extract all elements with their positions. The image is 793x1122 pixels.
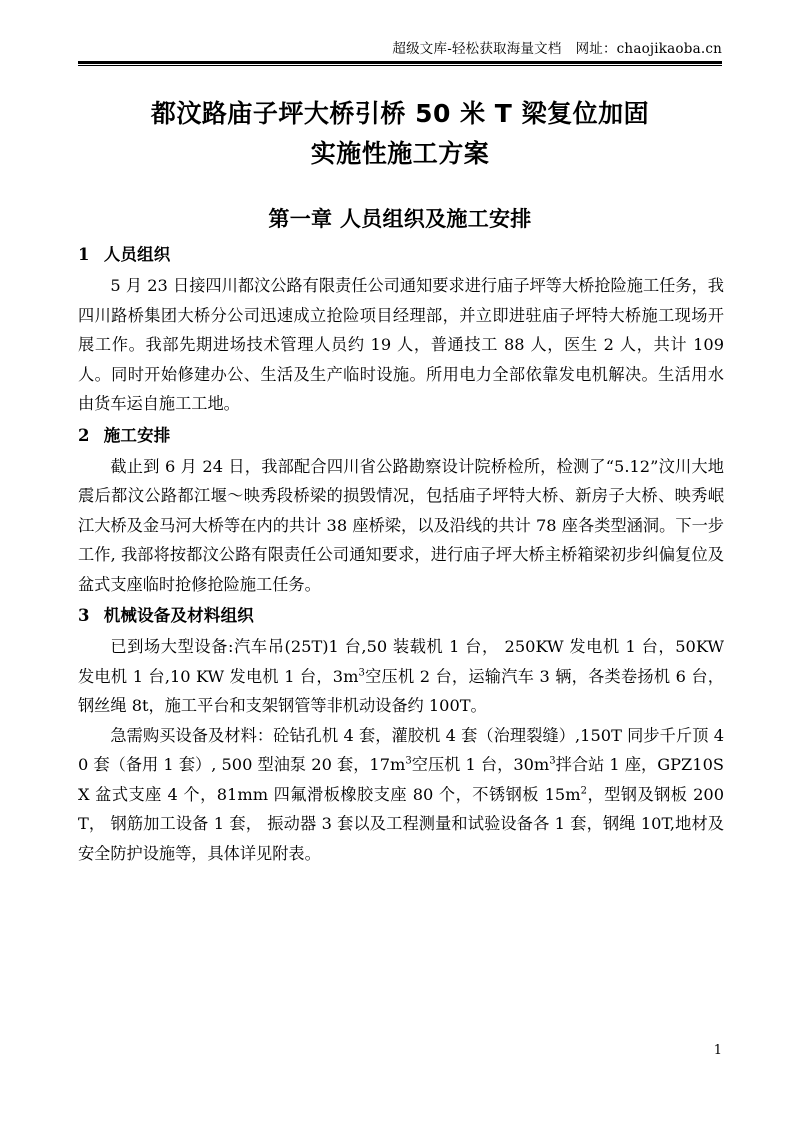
section-2-title: 施工安排 [103,425,171,445]
section-3-title: 机械设备及材料组织 [103,606,254,625]
document-body [78,240,724,870]
page-header [78,40,722,66]
section-2-number: 2 [78,425,90,445]
section-1-number: 1 [78,245,90,264]
header-divider-rule [78,61,722,66]
document-title-line-2: 实施性施工方案 [310,139,490,168]
section-2-heading [78,421,724,451]
section-2 [78,421,724,600]
document-title [78,94,722,174]
header-site-url: 网址：chaojikaoba.cn [575,41,722,57]
section-3-number: 3 [78,606,90,625]
document-title-line-1: 都汶路庙子坪大桥引桥 50 米 T 梁复位加固 [150,99,650,128]
section-1-paragraph-1: 5 月 23 日接四川都汶公路有限责任公司通知要求进行庙子坪等大桥抢险施工任务，我四川路桥集团大桥分公司迅速成立抢险项目经理部，并立即进驻庙子坪特大桥施工现场开展工作。我部先期进场技术管理人员约 19 人，普通技工 88 人，医生 2 人，共计 109 人。同时开始修建办公、生活及生产临时设施。所用电力全部依靠发电机解决。生活用水由货车运自施工工地。 [78,276,724,413]
header-watermark-line [78,40,722,58]
header-watermark-text: 超级文库-轻松获取海量文档 [392,41,562,57]
section-1-heading [78,240,724,270]
page-number: 1 [713,1043,722,1058]
section-3 [78,601,724,868]
section-1 [78,240,724,419]
section-3-paragraph-1: 已到场大型设备:汽车吊(25T)1 台,50 装载机 1 台， 250KW 发电机 1 台，50KW 发电机 1 台,10 KW 发电机 1 台，$3m^3$空压机 2 台，运输汽车 3 辆，各类卷扬机 6 台，钢丝绳 8t，施工平台和支架钢管等非机动设备约 100T。 [78,637,724,715]
section-3-heading [78,601,724,631]
section-1-title: 人员组织 [103,245,171,264]
chapter-heading: 第一章 人员组织及施工安排 [268,207,532,231]
section-3-paragraph-2: 急需购买设备及材料：砼钻孔机 4 套，灌胶机 4 套（治理裂缝）,150T 同步千斤顶 40 套（备用 1 套）, 500 型油泵 20 套，$17m^3$空压机 1 台，$30m^3$拌合站 1 座，GPZ10SX 盆式支座 4 个，81mm 四氟滑板橡胶支座 80 个，不锈钢板 $15m^2$，型钢及钢板 200T， 钢筋加工设备 1 套， 振动器 3 套以及工程测量和试验设备各 1 套，钢绳 10T,地材及安全防护设施等，具体详见附表。 [78,725,725,863]
section-2-paragraph-1: 截止到 6 月 24 日，我部配合四川省公路勘察设计院桥检所，检测了“5.12”汶川大地震后都汶公路都江堰～映秀段桥梁的损毁情况，包括庙子坪特大桥、新房子大桥、映秀岷江大桥及金马河大桥等在内的共计 38 座桥梁，以及沿线的共计 78 座各类型涵洞。下一步工作, 我部将按都汶公路有限责任公司通知要求，进行庙子坪大桥主桥箱梁初步纠偏复位及盆式支座临时抢修抢险施工任务。 [78,456,724,594]
